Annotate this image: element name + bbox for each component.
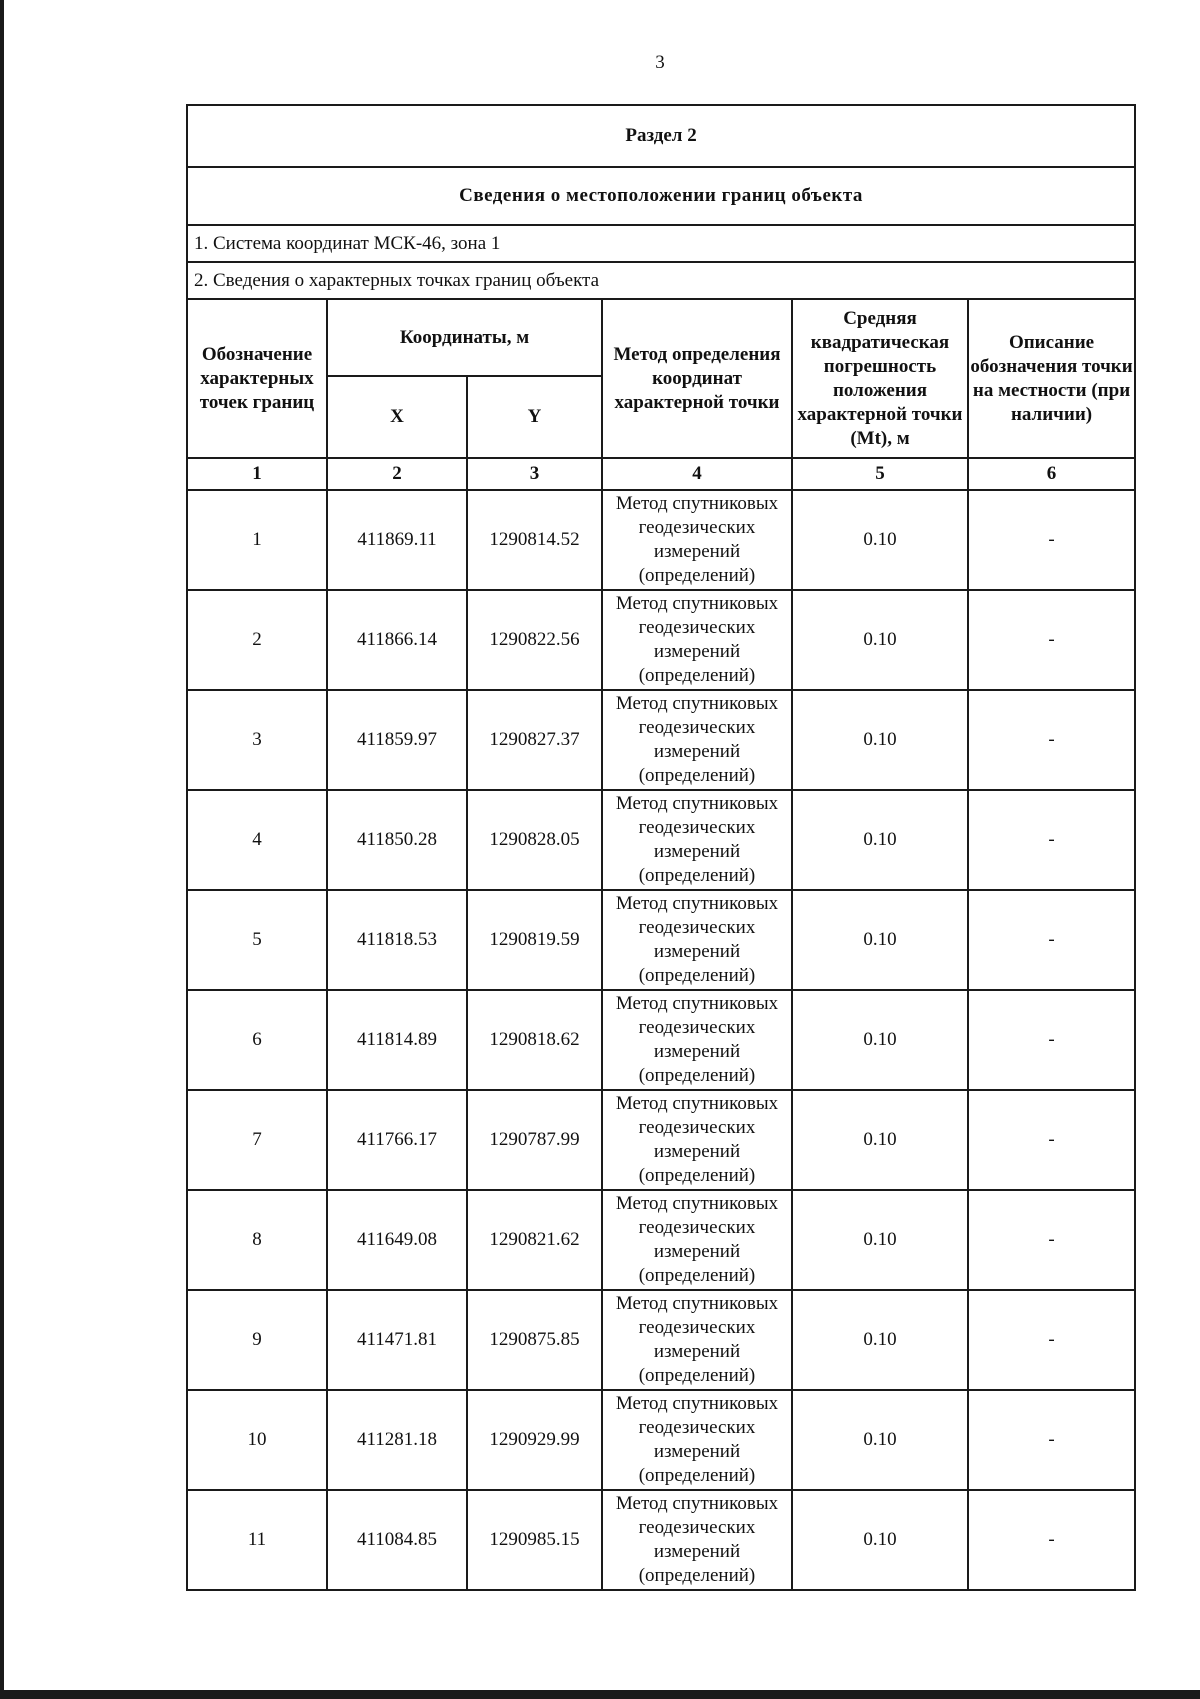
point-description: - [968, 590, 1135, 690]
coordinate-x: 411766.17 [327, 1090, 467, 1190]
method-cell: Метод спутниковых геодезических измерений (определений) [602, 690, 792, 790]
point-designation: 7 [187, 1090, 327, 1190]
column-number: 4 [602, 458, 792, 490]
error-value: 0.10 [792, 590, 968, 690]
coordinate-y: 1290828.05 [467, 790, 602, 890]
method-cell: Метод спутниковых геодезических измерений (определений) [602, 1090, 792, 1190]
coordinate-y: 1290819.59 [467, 890, 602, 990]
coordinate-x: 411818.53 [327, 890, 467, 990]
method-cell: Метод спутниковых геодезических измерений (определений) [602, 790, 792, 890]
coordinate-x: 411471.81 [327, 1290, 467, 1390]
method-cell: Метод спутниковых геодезических измерений (определений) [602, 590, 792, 690]
header-error: Средняя квадратическая погрешность положения характерной точки (Mt), м [792, 299, 968, 458]
error-value: 0.10 [792, 1390, 968, 1490]
table-row [187, 790, 1135, 890]
error-value: 0.10 [792, 690, 968, 790]
method-cell: Метод спутниковых геодезических измерений (определений) [602, 1390, 792, 1490]
error-value: 0.10 [792, 1190, 968, 1290]
scan-bottom-edge [0, 1690, 1200, 1699]
column-number: 5 [792, 458, 968, 490]
point-description: - [968, 1490, 1135, 1590]
coordinate-x: 411084.85 [327, 1490, 467, 1590]
coordinate-x: 411866.14 [327, 590, 467, 690]
point-designation: 11 [187, 1490, 327, 1590]
coordinate-y: 1290814.52 [467, 490, 602, 590]
table-row [187, 490, 1135, 590]
document-title: Сведения о местоположении границ объекта [187, 167, 1135, 225]
point-description: - [968, 1290, 1135, 1390]
header-method: Метод определения координат характерной точки [602, 299, 792, 458]
point-designation: 2 [187, 590, 327, 690]
table-row [187, 1490, 1135, 1590]
point-description: - [968, 1090, 1135, 1190]
point-description: - [968, 1190, 1135, 1290]
method-cell: Метод спутниковых геодезических измерений (определений) [602, 990, 792, 1090]
error-value: 0.10 [792, 1290, 968, 1390]
page-number: 3 [655, 52, 665, 73]
point-description: - [968, 490, 1135, 590]
coordinate-x: 411281.18 [327, 1390, 467, 1490]
coordinate-y: 1290985.15 [467, 1490, 602, 1590]
header-coordinates: Координаты, м [327, 299, 602, 376]
coordinate-x: 411649.08 [327, 1190, 467, 1290]
column-number: 6 [968, 458, 1135, 490]
method-cell: Метод спутниковых геодезических измерений (определений) [602, 890, 792, 990]
point-description: - [968, 890, 1135, 990]
section-title: Раздел 2 [187, 105, 1135, 167]
method-cell: Метод спутниковых геодезических измерений (определений) [602, 1190, 792, 1290]
method-cell: Метод спутниковых геодезических измерений (определений) [602, 490, 792, 590]
table-row [187, 890, 1135, 990]
coordinate-y: 1290822.56 [467, 590, 602, 690]
header-description: Описание обозначения точки на местности (при наличии) [968, 299, 1135, 458]
table-row [187, 1290, 1135, 1390]
coordinate-y: 1290875.85 [467, 1290, 602, 1390]
table-row [187, 1390, 1135, 1490]
error-value: 0.10 [792, 890, 968, 990]
error-value: 0.10 [792, 1490, 968, 1590]
header-x: X [327, 376, 467, 458]
header-designation: Обозначение характерных точек границ [187, 299, 327, 458]
error-value: 0.10 [792, 490, 968, 590]
coordinate-x: 411859.97 [327, 690, 467, 790]
coordinate-y: 1290929.99 [467, 1390, 602, 1490]
column-number-row [187, 458, 1135, 490]
point-designation: 9 [187, 1290, 327, 1390]
coordinate-y: 1290787.99 [467, 1090, 602, 1190]
coordinate-x: 411850.28 [327, 790, 467, 890]
point-description: - [968, 790, 1135, 890]
points-heading: 2. Сведения о характерных точках границ объекта [187, 262, 1135, 299]
scan-left-edge [0, 0, 4, 1699]
point-designation: 6 [187, 990, 327, 1090]
method-cell: Метод спутниковых геодезических измерений (определений) [602, 1290, 792, 1390]
coordinate-x: 411869.11 [327, 490, 467, 590]
header-y: Y [467, 376, 602, 458]
coordinate-y: 1290827.37 [467, 690, 602, 790]
point-designation: 4 [187, 790, 327, 890]
error-value: 0.10 [792, 790, 968, 890]
point-designation: 1 [187, 490, 327, 590]
coordinate-y: 1290818.62 [467, 990, 602, 1090]
table-row [187, 590, 1135, 690]
table-row [187, 990, 1135, 1090]
table-row [187, 1190, 1135, 1290]
point-description: - [968, 1390, 1135, 1490]
coordinate-system: 1. Система координат МСК-46, зона 1 [187, 225, 1135, 262]
point-designation: 5 [187, 890, 327, 990]
table-row [187, 690, 1135, 790]
column-number: 2 [327, 458, 467, 490]
point-designation: 10 [187, 1390, 327, 1490]
point-description: - [968, 690, 1135, 790]
coordinate-y: 1290821.62 [467, 1190, 602, 1290]
point-description: - [968, 990, 1135, 1090]
error-value: 0.10 [792, 990, 968, 1090]
error-value: 0.10 [792, 1090, 968, 1190]
point-designation: 3 [187, 690, 327, 790]
boundary-points-table [186, 104, 1136, 1591]
column-number: 1 [187, 458, 327, 490]
column-number: 3 [467, 458, 602, 490]
table-row [187, 1090, 1135, 1190]
method-cell: Метод спутниковых геодезических измерений (определений) [602, 1490, 792, 1590]
coordinate-x: 411814.89 [327, 990, 467, 1090]
point-designation: 8 [187, 1190, 327, 1290]
